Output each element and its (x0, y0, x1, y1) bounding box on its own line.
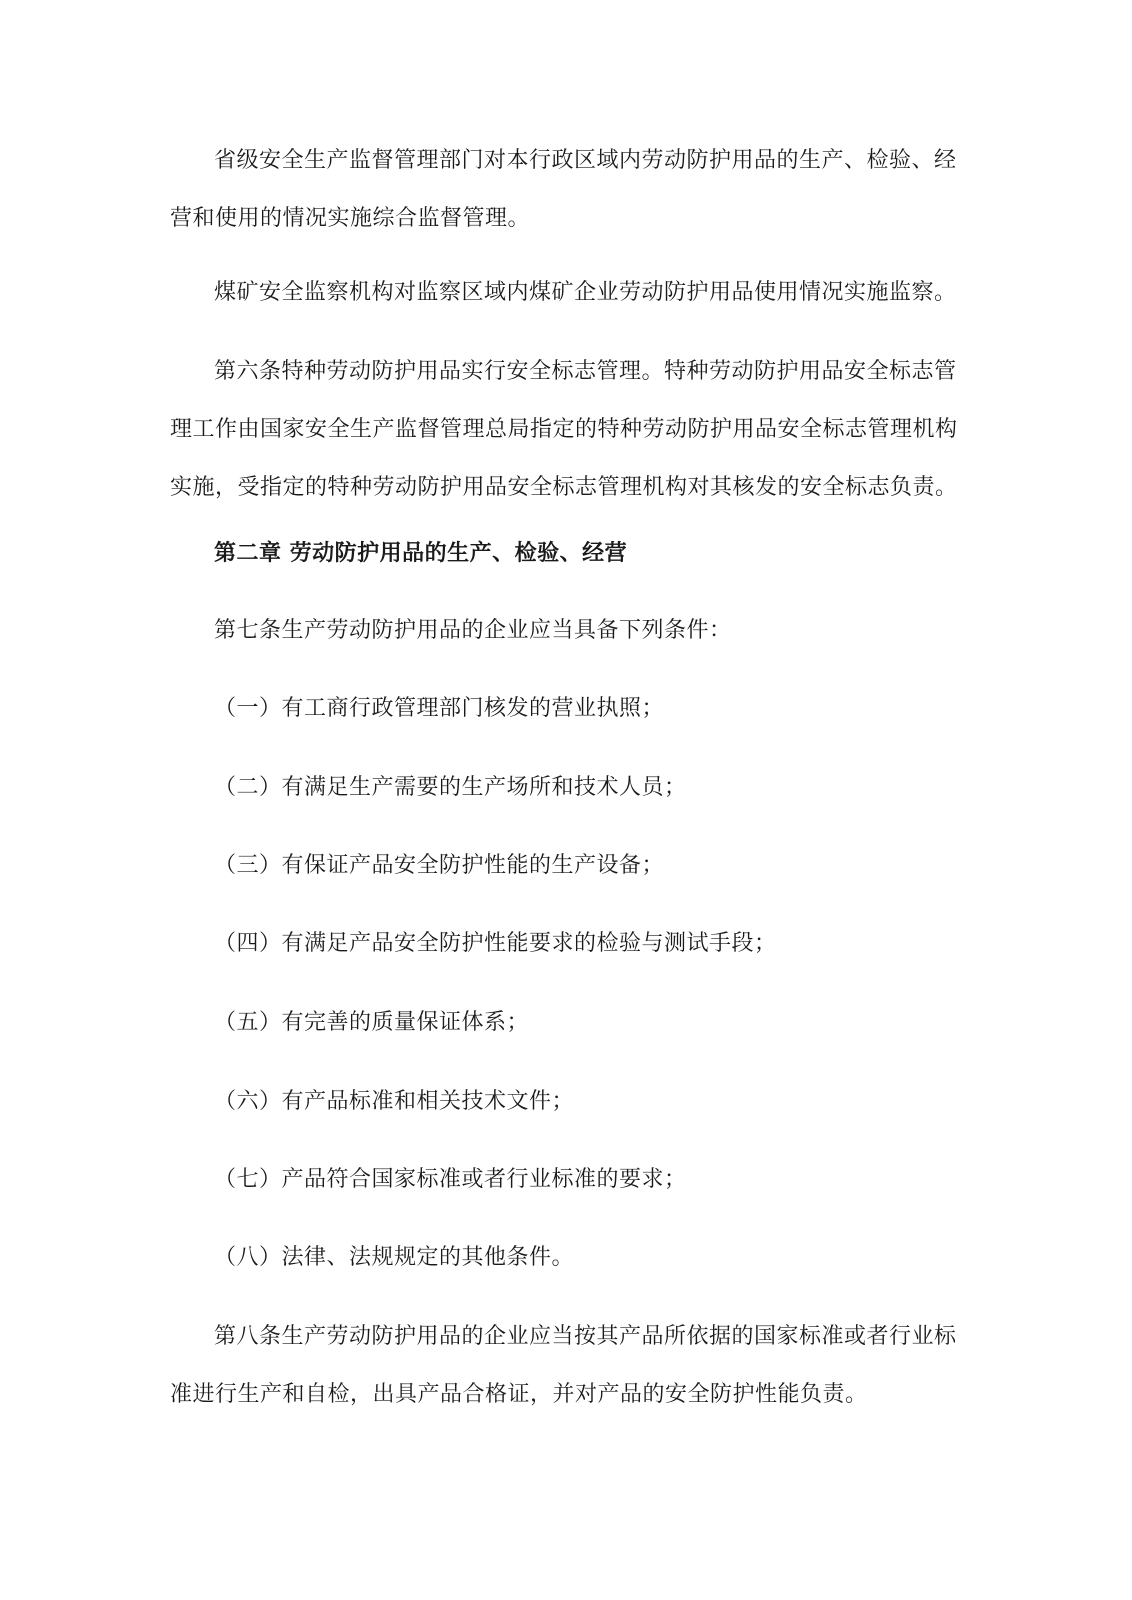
condition-item: （四）有满足产品安全防护性能要求的检验与测试手段； (214, 931, 777, 956)
chapter-heading: 第二章 劳动防护用品的生产、检验、经营 (214, 540, 628, 566)
condition-item: （二）有满足生产需要的生产场所和技术人员； (214, 775, 687, 800)
paragraph-article-6: 第六条特种劳动防护用品实行安全标志管理。特种劳动防护用品安全标志管理工作由国家安全生产监督管理总局指定的特种劳动防护用品安全标志管理机构实施，受指定的特种劳动防护用品安全标志管理机构对其核发的安全标志负责。 (170, 359, 958, 500)
condition-item: （三）有保证产品安全防护性能的生产设备； (214, 853, 665, 878)
condition-item: （八）法律、法规规定的其他条件。 (214, 1245, 575, 1270)
paragraph-article-8: 第八条生产劳动防护用品的企业应当按其产品所依据的国家标准或者行业标准进行生产和自检，出具产品合格证，并对产品的安全防护性能负责。 (170, 1324, 957, 1407)
condition-item: （一）有工商行政管理部门核发的营业执照； (214, 696, 665, 721)
condition-item: （五）有完善的质量保证体系； (214, 1010, 530, 1035)
condition-item: （七）产品符合国家标准或者行业标准的要求； (214, 1167, 687, 1192)
paragraph-coal-mine-inspection: 煤矿安全监察机构对监察区域内煤矿企业劳动防护用品使用情况实施监察。 (214, 280, 957, 305)
article-7-intro: 第七条生产劳动防护用品的企业应当具备下列条件： (214, 618, 732, 643)
paragraph-provincial-supervision: 省级安全生产监督管理部门对本行政区域内劳动防护用品的生产、检验、经营和使用的情况实施综合监督管理。 (170, 148, 957, 231)
condition-item: （六）有产品标准和相关技术文件； (214, 1089, 575, 1114)
